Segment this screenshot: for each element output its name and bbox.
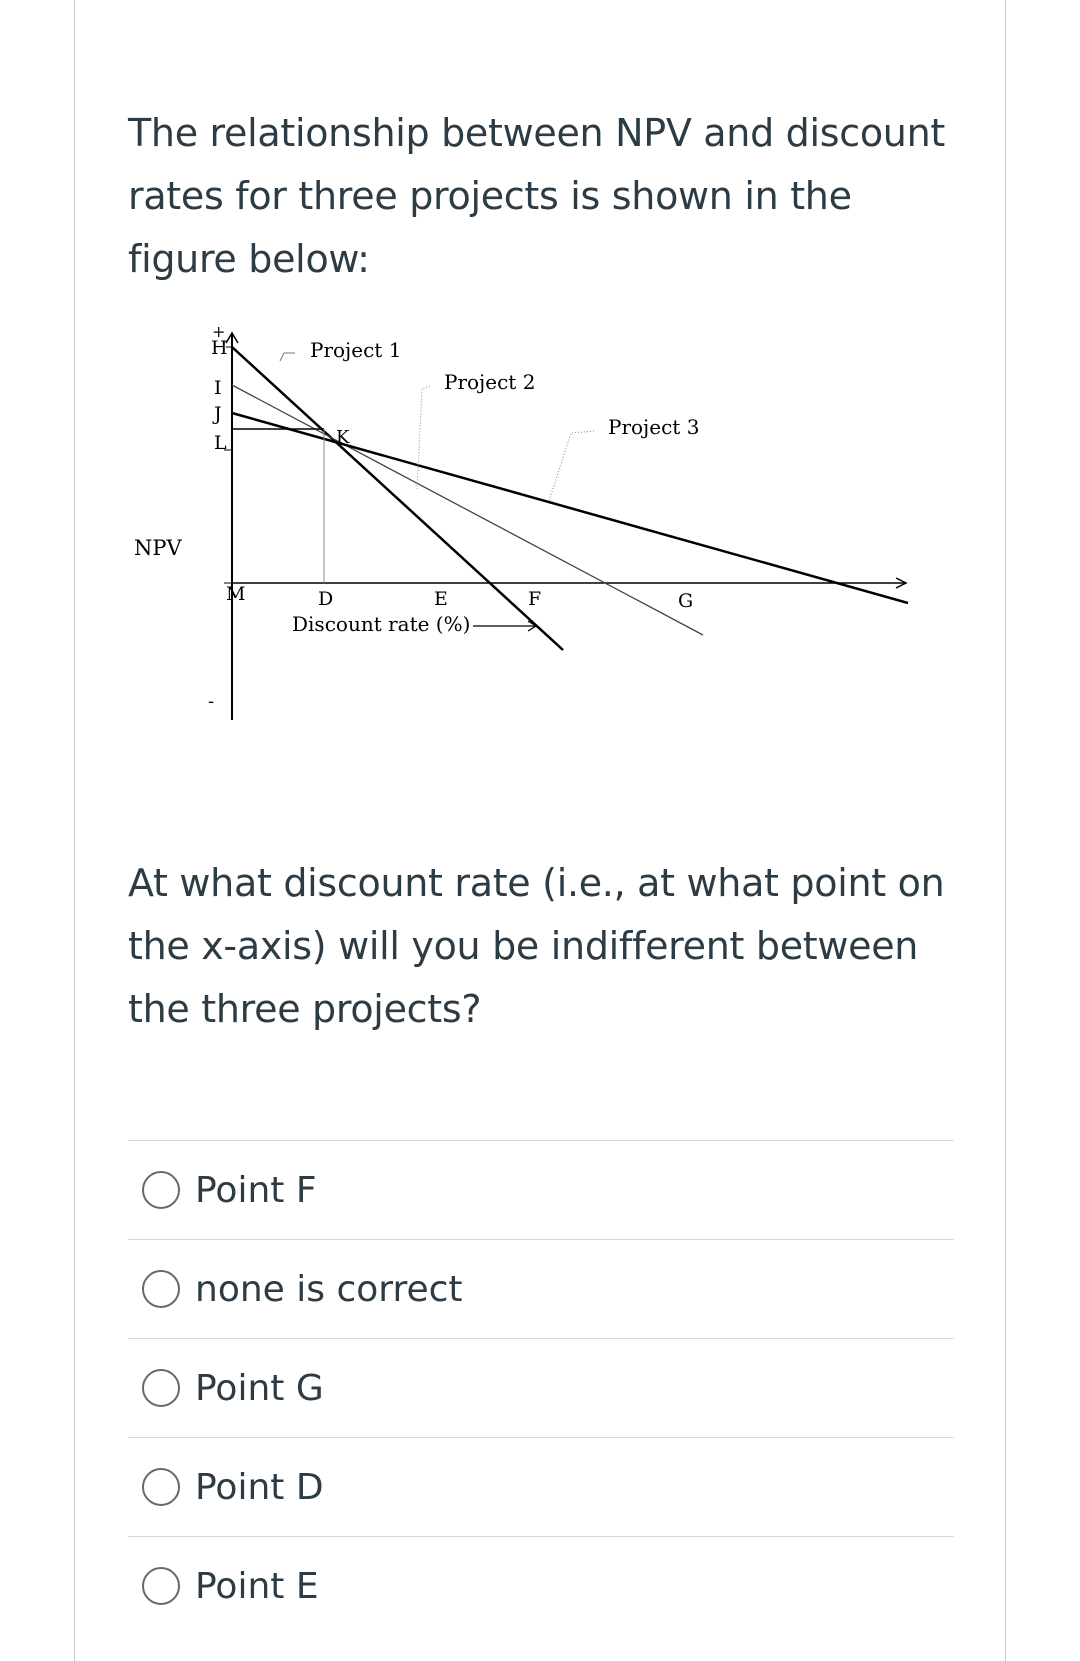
answer-label: Point D	[195, 1466, 324, 1508]
x-point-e: E	[434, 588, 448, 610]
answer-label: none is correct	[195, 1268, 463, 1310]
y-point-i: I	[214, 377, 222, 399]
answer-label: Point G	[195, 1367, 324, 1409]
project-2-label: Project 2	[444, 370, 536, 394]
x-point-d: D	[318, 588, 334, 610]
y-plus-label: +	[212, 325, 226, 341]
x-point-f: F	[528, 588, 542, 610]
answer-options	[128, 1140, 954, 1635]
x-point-g: G	[678, 590, 694, 612]
radio-button[interactable]	[142, 1369, 180, 1407]
question-intro: The relationship between NPV and discount rates for three projects is shown in the figure below:	[128, 111, 945, 281]
project-3-leader	[549, 431, 594, 501]
intersection-label-k: K	[336, 427, 350, 448]
origin-label-m: M	[226, 583, 246, 605]
radio-button[interactable]	[142, 1567, 180, 1605]
answer-option[interactable]	[128, 1140, 954, 1239]
answer-option[interactable]	[128, 1437, 954, 1536]
answer-label: Point F	[195, 1169, 317, 1211]
radio-button[interactable]	[142, 1171, 180, 1209]
radio-button[interactable]	[142, 1270, 180, 1308]
project-1-label: Project 1	[310, 338, 402, 362]
x-axis-label: Discount rate (%)	[292, 612, 471, 636]
project-3-label: Project 3	[608, 415, 700, 439]
y-point-h: H	[211, 337, 228, 359]
y-axis-label: NPV	[134, 536, 182, 560]
npv-discount-rate-figure	[128, 325, 928, 725]
y-minus-label: -	[208, 691, 215, 712]
project-2-leader	[417, 386, 430, 489]
answer-option[interactable]	[128, 1536, 954, 1635]
answer-option[interactable]	[128, 1338, 954, 1437]
y-point-j: J	[214, 403, 222, 425]
y-point-l: L	[214, 432, 227, 454]
answer-label: Point E	[195, 1565, 319, 1607]
project-3-line	[232, 413, 908, 603]
radio-button[interactable]	[142, 1468, 180, 1506]
answer-option[interactable]	[128, 1239, 954, 1338]
project-1-leader	[280, 353, 295, 361]
question-prompt: At what discount rate (i.e., at what point on the x-axis) will you be indifferent between the three projects?	[128, 861, 945, 1031]
